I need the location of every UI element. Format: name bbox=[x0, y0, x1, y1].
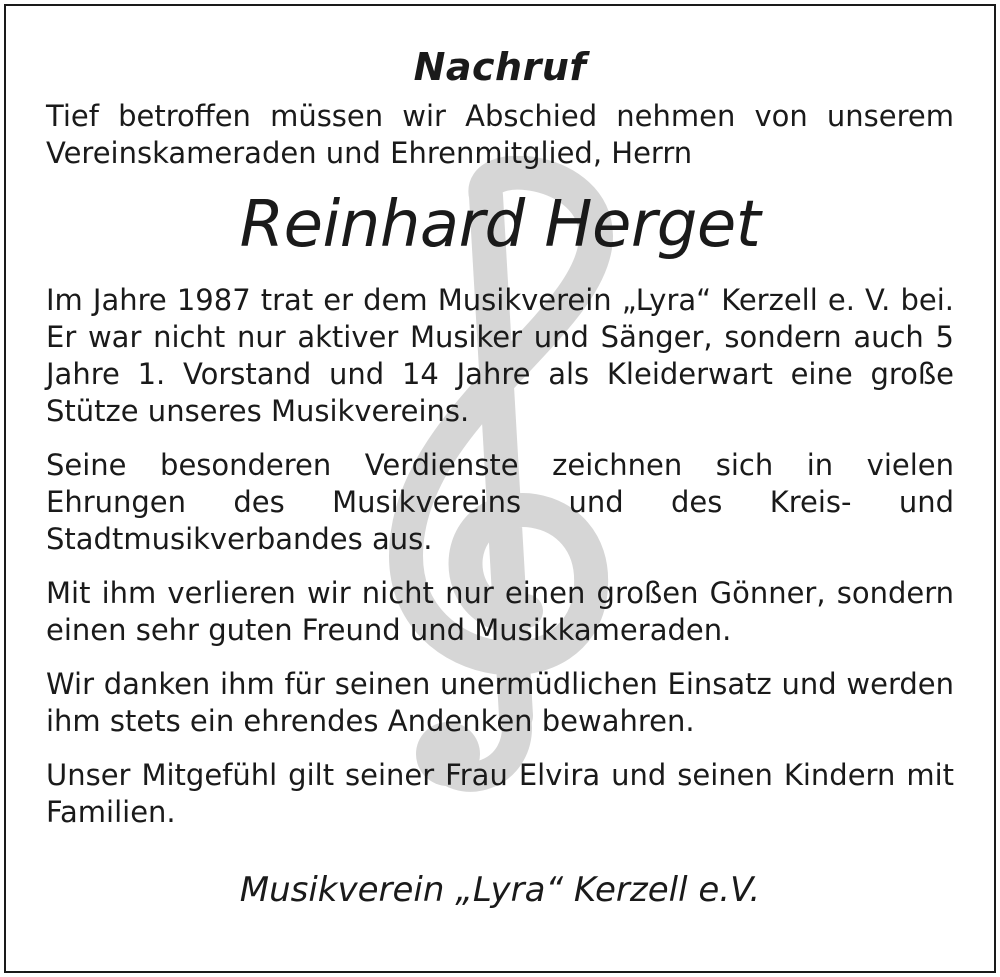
condolence-paragraph: Unser Mitgefühl gilt seiner Frau Elvira und seinen Kindern mit Familien. bbox=[46, 758, 954, 829]
intro-paragraph: Tief betroffen müssen wir Abschied nehmen von unserem Vereinskameraden und Ehrenmitglied, Herrn bbox=[46, 99, 954, 170]
merits-paragraph: Seine besonderen Verdienste zeichnen sich in vielen Ehrungen des Musikvereins und des Kreis- und Stadtmusikverbandes aus. bbox=[46, 448, 954, 556]
signature: Musikverein „Lyra“ Kerzell e.V. bbox=[239, 870, 761, 910]
obituary-frame bbox=[4, 4, 996, 973]
obituary-content bbox=[6, 44, 994, 911]
notice-heading: Nachruf bbox=[413, 45, 587, 89]
deceased-name: Reinhard Herget bbox=[239, 188, 761, 262]
thanks-paragraph: Wir danken ihm für seinen unermüdlichen Einsatz und werden ihm stets ein ehrendes Andenken bewahren. bbox=[46, 667, 954, 738]
membership-paragraph: Im Jahre 1987 trat er dem Musikverein „Lyra“ Kerzell e. V. bei. Er war nicht nur aktiver Musiker und Sänger, sondern auch 5 Jahre 1. Vorstand und 14 Jahre als Kleiderwart eine große Stütze unseres Musikvereins. bbox=[46, 283, 954, 428]
loss-paragraph: Mit ihm verlieren wir nicht nur einen großen Gönner, sondern einen sehr guten Freund und Musikkameraden. bbox=[46, 576, 954, 647]
